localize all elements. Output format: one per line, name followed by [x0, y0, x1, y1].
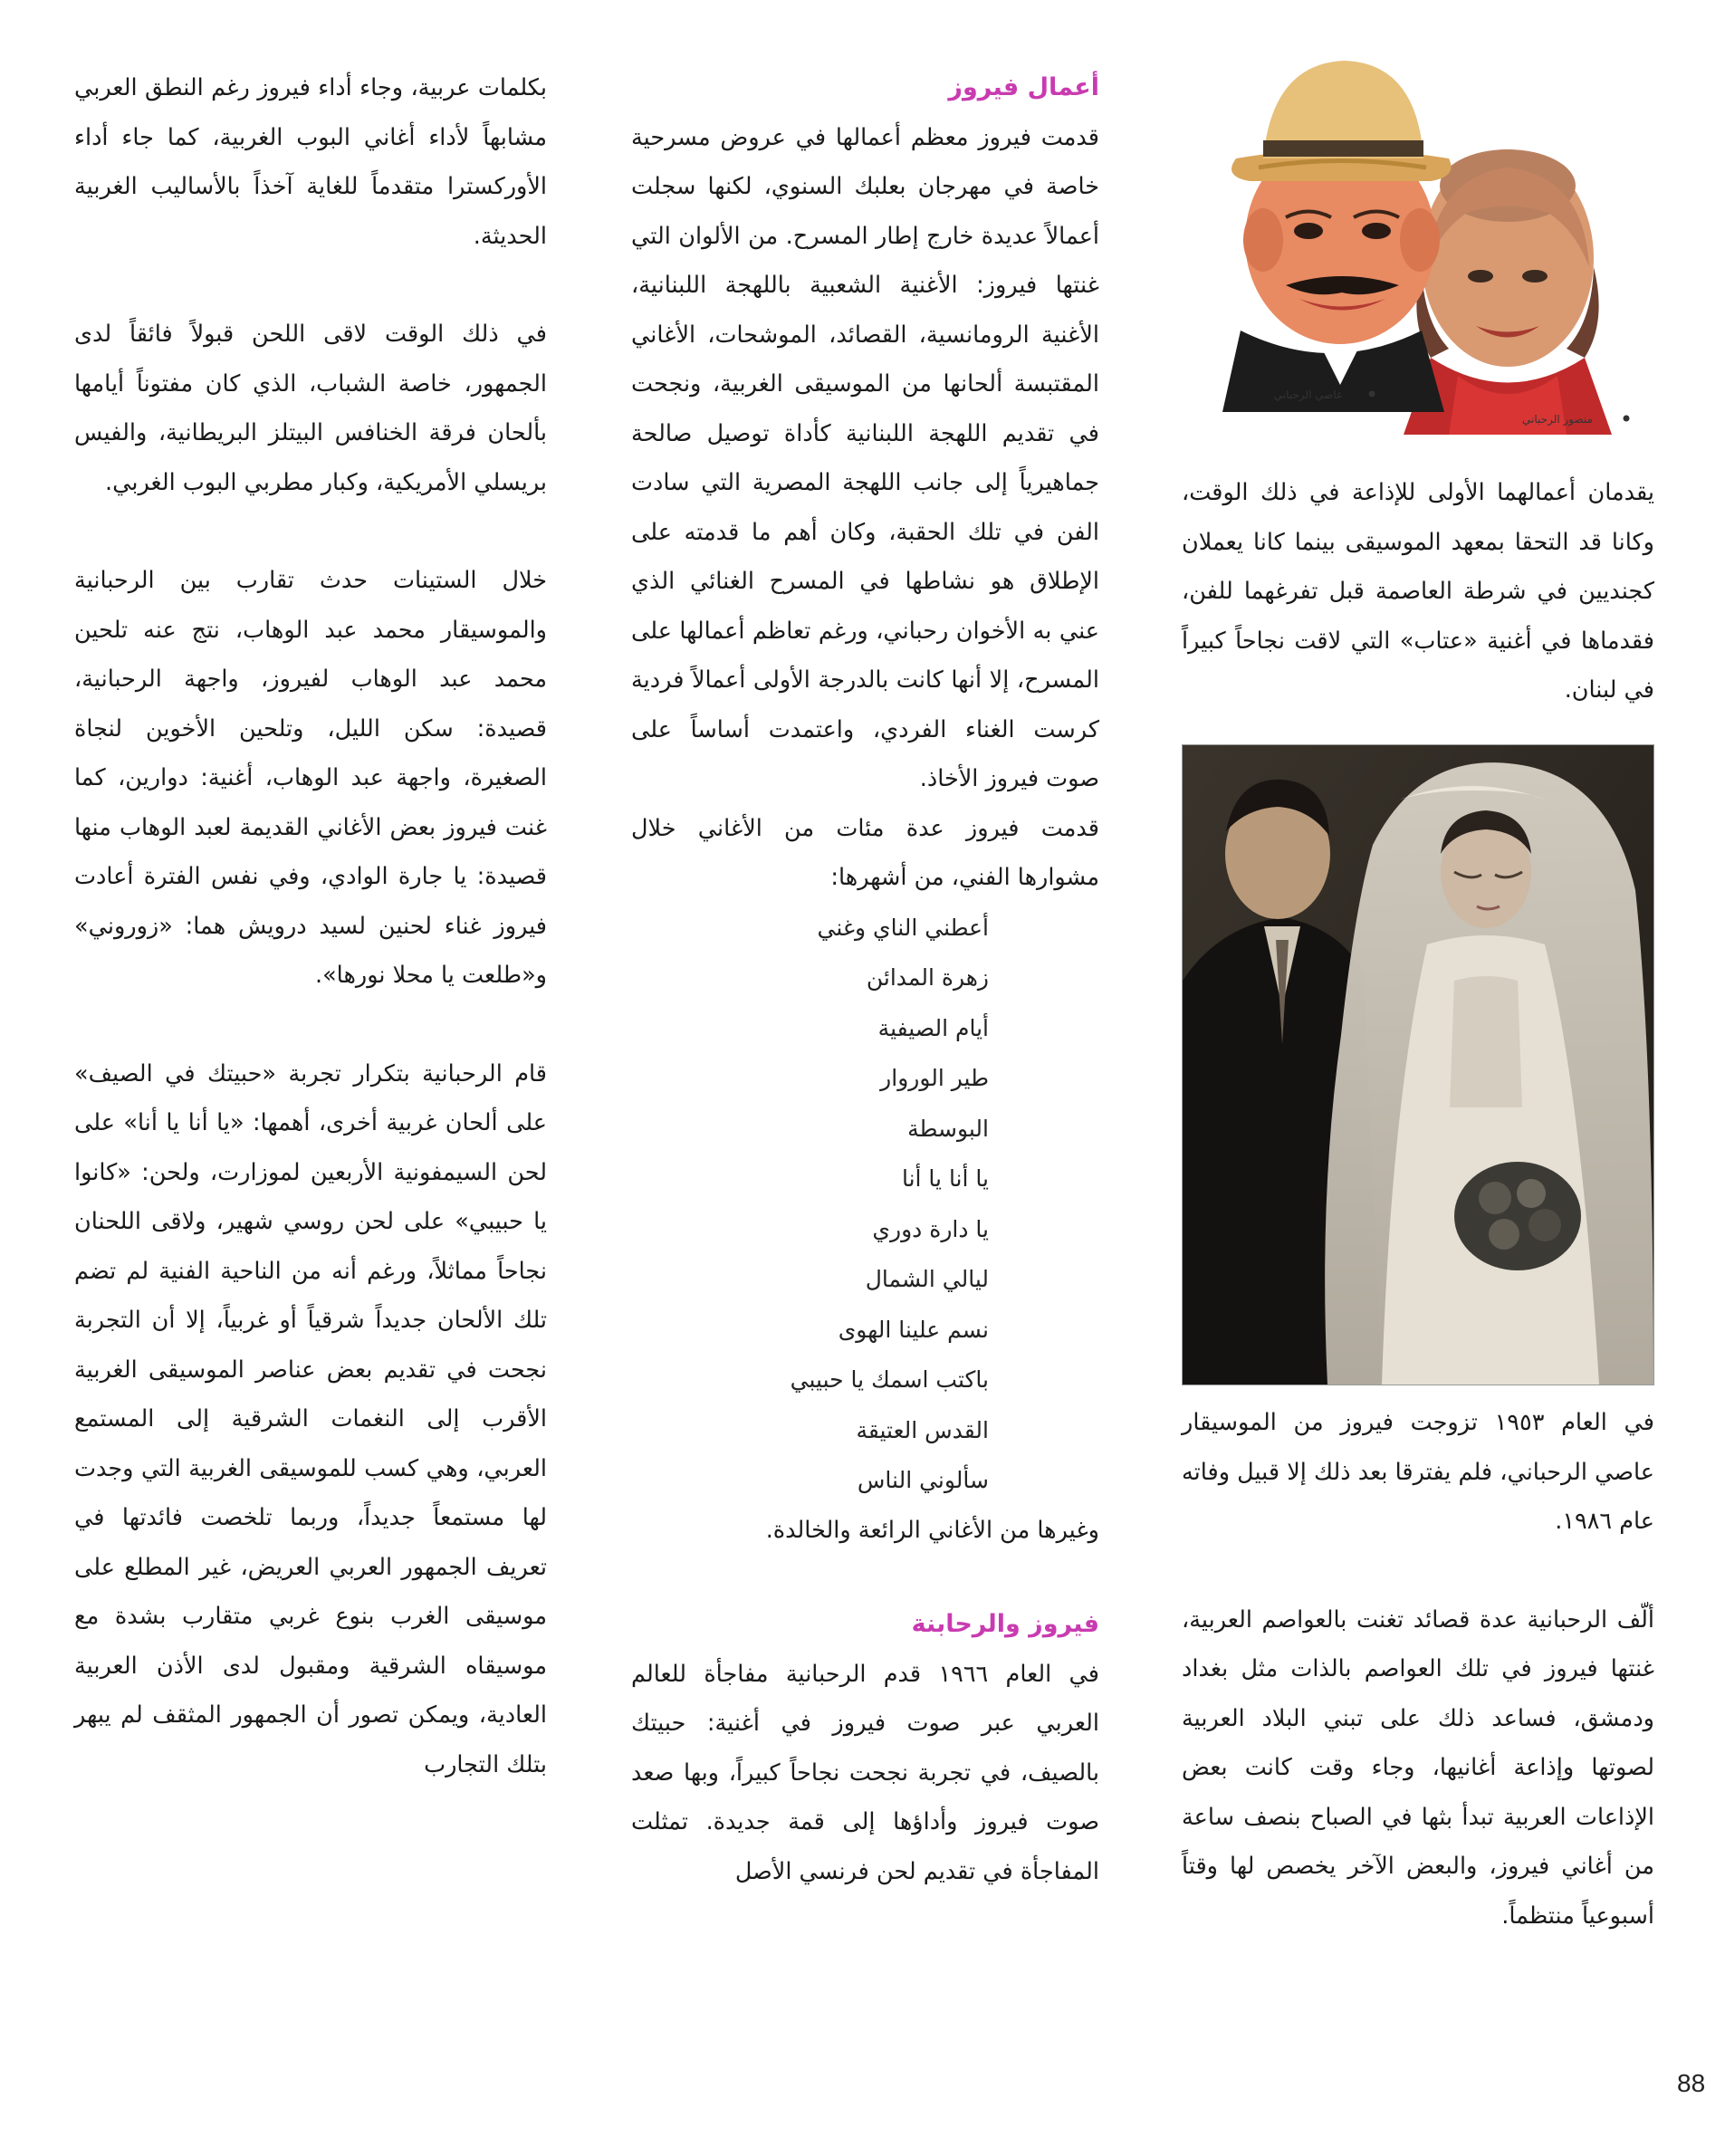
song-item: سألوني الناس: [857, 1467, 989, 1493]
song-item: ليالي الشمال: [865, 1266, 989, 1292]
middle-paragraph-4: في العام ١٩٦٦ قدم الرحبانية مفاجأة للعالم العربي عبر صوت فيروز في أغنية: حبيتك بالصيف، في تجربة نجحت نجاحاً كبيراً، وبها صعد صوت فيروز وأداؤها إلى قمة جديدة. تمثلت المفاجأة في تقديم لحن فرنسي الأصل: [631, 1660, 1099, 1885]
song-item: أعطني الناي وغني: [817, 914, 989, 941]
bouquet: [1454, 1162, 1581, 1270]
left-paragraph-2: في ذلك الوقت لاقى اللحن قبولاً فائقاً لدى الجمهور، خاصة الشباب، الذي كان مفتوناً أيامها بألحان فرقة الخنافس البيتلز البريطانية، والفيس بريسلي الأمريكية، وكبار مطربي البوب الغربي.: [74, 321, 547, 496]
song-item: باكتب اسمك يا حبيبي: [790, 1366, 989, 1393]
page-number: 88: [1677, 2069, 1706, 2097]
left-paragraph-3: خلال الستينات حدث تقارب بين الرحبانية والموسيقار محمد عبد الوهاب، نتج عنه تلحين محمد عبد الوهاب لفيروز، واجهة الرحبانية، قصيدة: سكن الليل، وتلحين الأخوين لنجاة الصغيرة، واجهة عبد الوهاب، أغنية: دوارين، كما غنت فيروز بعض الأغاني القديمة لعبد الوهاب منها قصيدة: يا جارة الوادي، وفي نفس الفترة أعادت فيروز غناء لحنين لسيد درويش هما: «زوروني» و«طلعت يا محلا نورها».: [74, 567, 547, 989]
right-paragraph-3: ألّف الرحبانية عدة قصائد تغنت بالعواصم العربية، غنتها فيروز في تلك العواصم بالذات مثل بغداد ودمشق، فساعد ذلك على تبني البلاد العربية لصوتها وإذاعة أغانيها، وجاء وقت كانت بعض الإذاعات العربية تبدأ بثها في الصباح بنصف ساعة من أغاني فيروز، والبعض الآخر يخصص لها وقتاً أسبوعياً منتظماً.: [1182, 1605, 1654, 1930]
rahbani-brothers-illustration: [1186, 50, 1657, 435]
section-heading-fairuz-works: أعمال فيروز: [948, 73, 1099, 101]
song-item: القدس العتيقة: [856, 1416, 989, 1443]
section-heading-fairuz-rahbanis: فيروز والرحابنة: [911, 1610, 1099, 1638]
right-paragraph-2: في العام ١٩٥٣ تزوجت فيروز من الموسيقار عاصي الرحباني، فلم يفترقا بعد ذلك إلا قبيل وفاته عام ١٩٨٦.: [1182, 1409, 1654, 1535]
song-item: يا دارة دوري: [872, 1215, 989, 1242]
song-item: طير الوروار: [880, 1065, 989, 1091]
middle-column: [631, 63, 1099, 1896]
song-item: البوسطة: [907, 1115, 989, 1142]
left-paragraph-1: بكلمات عربية، وجاء أداء فيروز رغم النطق العربي مشابهاً لأداء أغاني البوب الغربية، كما جاء أداء الأوركسترا متقدماً للغاية آخذاً بالأساليب الغربية الحديثة.: [74, 74, 547, 250]
asi-portrait: [1222, 61, 1452, 412]
asi-caption: عاصي الرحباني: [1273, 388, 1344, 401]
wedding-photo: [1182, 744, 1654, 1385]
right-column-top: [1182, 468, 1654, 715]
songs-list: [631, 903, 1099, 1506]
song-item: نسم علينا الهوى: [838, 1316, 989, 1343]
song-item: يا أنا يا أنا: [901, 1165, 989, 1192]
left-column: [74, 63, 547, 1789]
middle-paragraph-1: قدمت فيروز معظم أعمالها في عروض مسرحية خاصة في مهرجان بعلبك السنوي، لكنها سجلت أعمالاً عديدة خارج إطار المسرح. من الألوان التي غنتها فيروز: الأغنية الشعبية باللهجة اللبنانية، الأغنية الرومانسية، القصائد، الموشحات، الأغاني المقتبسة ألحانها من الموسيقى الغربية، ونجحت في تقديم اللهجة اللبنانية كأداة توصيل صالحة جماهيرياً إلى جانب اللهجة المصرية التي سادت الفن في تلك الحقبة، وكان أهم ما قدمته على الإطلاق هو نشاطها في المسرح الغنائي الذي عني به الأخوان رحباني، ورغم تعاظم أعمالها على المسرح، إلا أنها كانت بالدرجة الأولى أعمالاً فردية كرست الغناء الفردي، واعتمدت أساساً على صوت فيروز الأخاذ.: [631, 123, 1099, 792]
song-item: زهرة المدائن: [866, 964, 989, 991]
mansour-caption: منصور الرحباني: [1522, 413, 1593, 426]
right-paragraph-1: يقدمان أعمالهما الأولى للإذاعة في ذلك الوقت، وكانا قد التحقا بمعهد الموسيقى بينما كانا يعملان كجنديين في شرطة العاصمة قبل تفرغهما للفن، فقدماها في أغنية «عتاب» التي لاقت نجاحاً كبيراً في لبنان.: [1182, 479, 1654, 704]
left-paragraph-4: قام الرحبانية بتكرار تجربة «حبيتك في الصيف» على ألحان غربية أخرى، أهمها: «يا أنا يا أنا» على لحن السيمفونية الأربعين لموزارت، ولحن: «كانوا يا حبيبي» على لحن روسي شهير، ولاقى اللحنان نجاحاً مماثلاً، ورغم أنه من الناحية الفنية لم تضم تلك الألحان جديداً شرقياً أو غربياً، إلا أن التجربة نجحت في تقديم بعض عناصر الموسيقى الغربية الأقرب إلى النغمات الشرقية إلى المستمع العربي، وهي كسب للموسيقى الغربية التي وجدت لها مستمعاً جديداً، وربما تلخصت فائدتها في تعريف الجمهور العربي العريض، غير المطلع على موسيقى الغرب بنوع غربي متقارب بشدة مع موسيقاه الشرقية ومقبول لدى الأذن العربية العادية، ويمكن تصور أن الجمهور المثقف لم يبهر بتلك التجارب: [74, 1059, 547, 1778]
middle-paragraph-3: وغيرها من الأغاني الرائعة والخالدة.: [765, 1516, 1099, 1544]
right-column-bottom: [1182, 1398, 1654, 1940]
middle-paragraph-2: قدمت فيروز عدة مئات من الأغاني خلال مشوارها الفني، من أشهرها:: [631, 814, 1099, 891]
song-item: أيام الصيفية: [877, 1014, 989, 1041]
